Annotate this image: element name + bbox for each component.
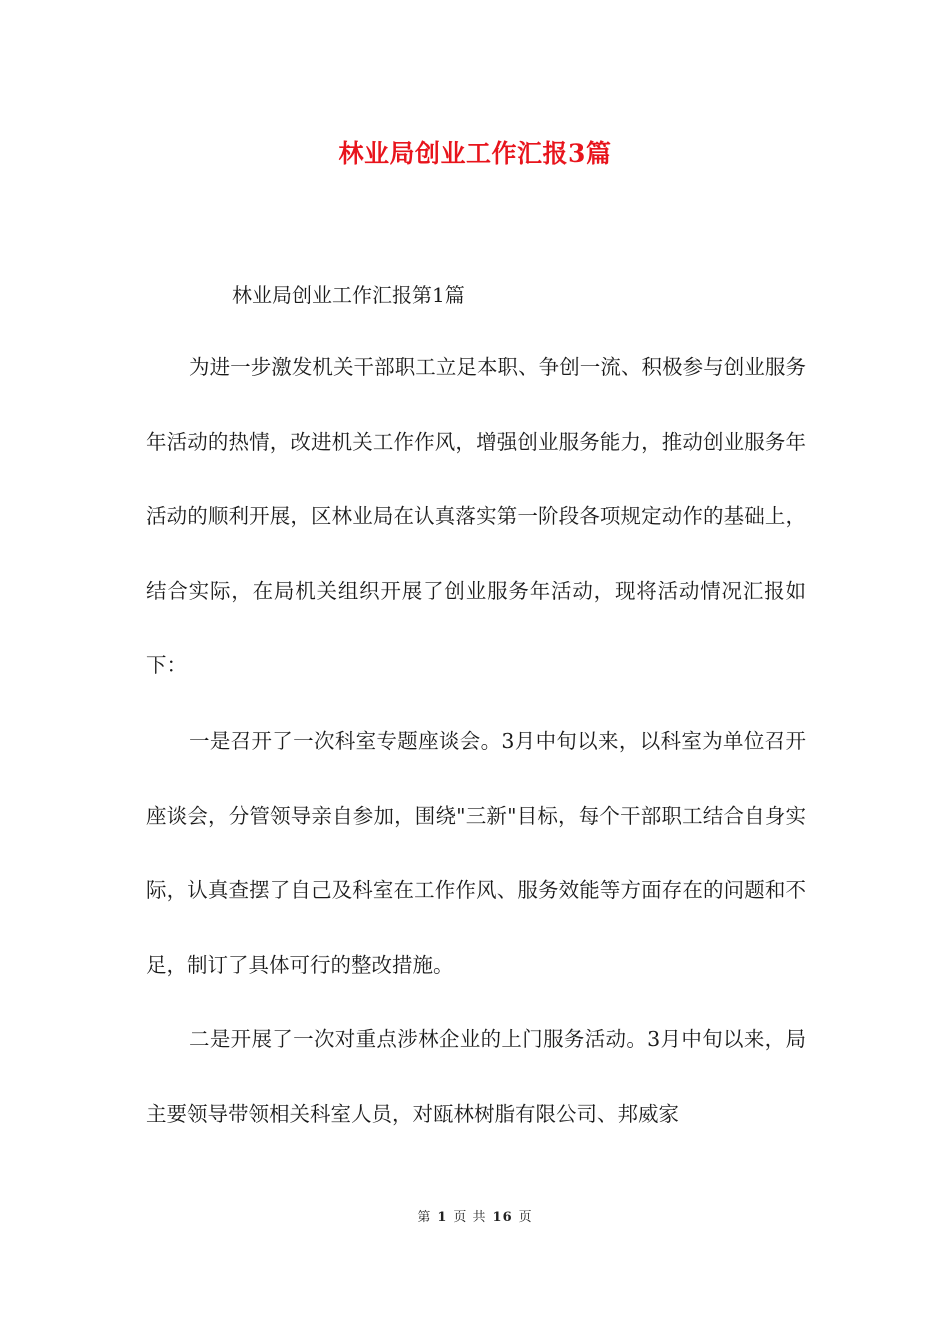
footer-total-pages: 16 xyxy=(492,1210,513,1225)
footer-middle: 页 共 xyxy=(453,1210,487,1225)
paragraph-item-one: 一是召开了一次科室专题座谈会。3月中旬以来，以科室为单位召开座谈会，分管领导亲自参加，围绕"三新"目标，每个干部职工结合自身实际，认真查摆了自己及科室在工作作风、服务效能等方面存在的问题和不足，制订了具体可行的整改措施。 xyxy=(146,729,806,977)
footer-current-page: 1 xyxy=(437,1210,448,1225)
page-footer xyxy=(0,1208,950,1228)
footer-suffix: 页 xyxy=(518,1210,533,1225)
section-subtitle: 林业局创业工作汇报第1篇 xyxy=(232,283,465,307)
document-title: 林业局创业工作汇报3篇 xyxy=(338,139,612,168)
paragraph-item-two: 二是开展了一次对重点涉林企业的上门服务活动。3月中旬以来，局主要领导带领相关科室人员，对瓯林树脂有限公司、邦威家 xyxy=(146,1027,806,1126)
paragraph-intro: 为进一步激发机关干部职工立足本职、争创一流、积极参与创业服务年活动的热情，改进机关工作作风，增强创业服务能力，推动创业服务年活动的顺利开展，区林业局在认真落实第一阶段各项规定动作的基础上，结合实际，在局机关组织开展了创业服务年活动，现将活动情况汇报如下： xyxy=(146,355,806,677)
footer-prefix: 第 xyxy=(417,1210,432,1225)
